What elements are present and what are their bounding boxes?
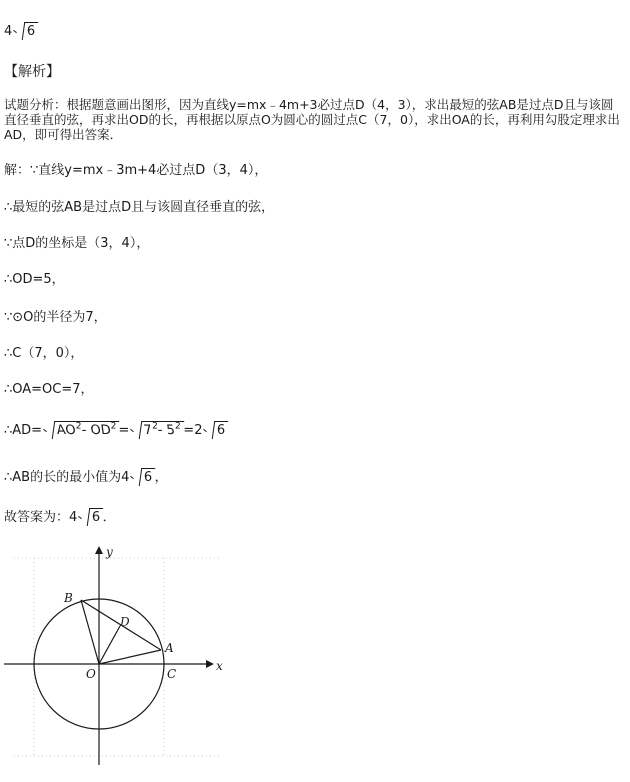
label-d: D bbox=[120, 615, 130, 629]
solution-line-7: ∴OA=OC=7， bbox=[4, 382, 94, 397]
term-od: - OD bbox=[80, 423, 112, 438]
solution-line-2: ∴最短的弦AB是过点D且与该圆直径垂直的弦， bbox=[4, 200, 275, 215]
sqrt-final bbox=[78, 508, 102, 526]
exp-2: 2 bbox=[110, 421, 117, 432]
ab-radicand: 6 bbox=[144, 470, 153, 485]
label-y: y bbox=[106, 545, 113, 559]
exp-2: 2 bbox=[75, 421, 82, 432]
answer-coefficient: 4 bbox=[4, 24, 13, 39]
solution-line-4: ∴OD=5， bbox=[4, 272, 65, 287]
solution-line-8 bbox=[4, 421, 228, 439]
label-b: B bbox=[64, 591, 73, 605]
sqrt-result bbox=[203, 421, 227, 439]
label-a: A bbox=[165, 641, 174, 655]
term-ao: AO bbox=[55, 423, 77, 438]
equals-sign: = bbox=[118, 423, 130, 438]
solution-line-3: ∵点D的坐标是（3，4）， bbox=[4, 236, 150, 251]
term-7: 7 bbox=[143, 423, 154, 438]
final-answer-prefix: 故答案为：4 bbox=[4, 510, 78, 525]
sqrt-ad-formula bbox=[43, 421, 118, 439]
segment-od bbox=[99, 626, 120, 664]
label-o: O bbox=[86, 667, 96, 681]
answer-radicand: 6 bbox=[27, 24, 36, 39]
analysis-paragraph: 试题分析：根据题意画出图形，因为直线y=mx﹣4m+3必过点D（4，3），求出最短的弦AB是过点D且与该圆直径垂直的弦，再求出OD的长，再根据以原点O为圆心的圆过点C（7，0），求出OA的长，再利用勾股定理求出AD，即可得出答案． bbox=[4, 97, 620, 142]
result-radicand: 6 bbox=[217, 423, 226, 438]
sqrt-numeric bbox=[130, 421, 183, 439]
ab-min-prefix: ∴AB的长的最小值为4 bbox=[4, 470, 130, 485]
segment-oa bbox=[99, 650, 161, 664]
sqrt-symbol bbox=[13, 22, 37, 40]
term-5: - 5 bbox=[157, 423, 177, 438]
solution-line-1: 解：∵直线y=mx﹣3m+4必过点D（3，4）， bbox=[4, 163, 268, 178]
geometry-figure bbox=[0, 540, 240, 770]
final-radicand: 6 bbox=[92, 510, 101, 525]
answer-top bbox=[4, 22, 38, 40]
ab-suffix: ， bbox=[154, 470, 168, 485]
exp-2: 2 bbox=[175, 421, 182, 432]
result-coef: =2 bbox=[183, 423, 203, 438]
solution-line-5: ∵⊙O的半径为7， bbox=[4, 310, 107, 325]
solution-line-6: ∴C（7，0）， bbox=[4, 346, 84, 361]
exp-2: 2 bbox=[152, 421, 159, 432]
final-suffix: ． bbox=[102, 510, 116, 525]
y-axis-arrow-icon bbox=[95, 546, 103, 554]
label-c: C bbox=[167, 667, 177, 681]
label-x: x bbox=[216, 659, 223, 673]
sqrt-ab bbox=[130, 468, 154, 486]
x-axis-arrow-icon bbox=[206, 660, 214, 668]
section-heading: 【解析】 bbox=[4, 64, 60, 80]
solution-line-10 bbox=[4, 508, 116, 526]
solution-line-9 bbox=[4, 468, 168, 486]
ad-prefix: ∴AD= bbox=[4, 423, 43, 438]
